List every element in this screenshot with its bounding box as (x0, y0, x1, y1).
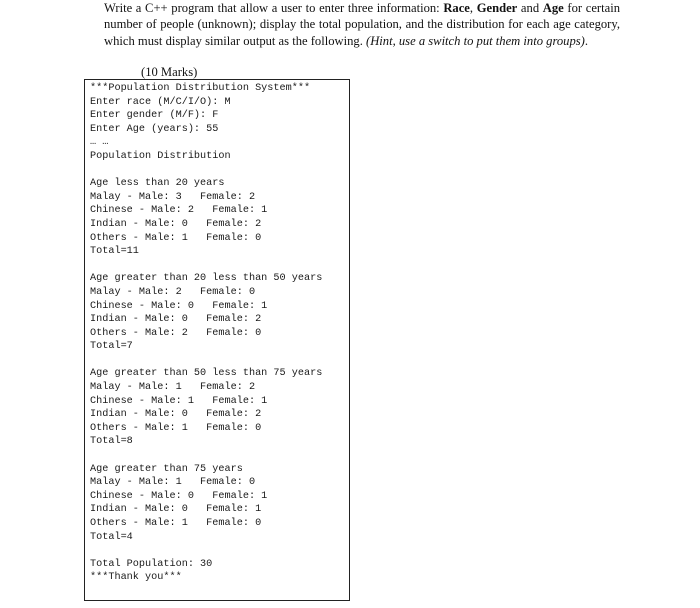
output-line: Malay - Male: 1 Female: 0 (90, 477, 256, 489)
output-line: Total=7 (90, 341, 133, 353)
output-line: Total=8 (90, 436, 133, 448)
output-line: Chinese - Male: 1 Female: 1 (90, 395, 268, 407)
output-line: ***Population Distribution System*** (90, 83, 311, 94)
output-line (90, 259, 349, 273)
output-line: Malay - Male: 3 Female: 2 (90, 191, 256, 203)
output-line: Enter Age (years): 55 (90, 123, 219, 135)
question-part-2: for certain number of people (unknown); display the total population, and the distribution for each age category, which must display similar output as the following. (104, 1, 620, 48)
output-line: Chinese - Male: 0 Female: 1 (90, 300, 268, 312)
output-line: Indian - Male: 0 Female: 2 (90, 409, 262, 421)
output-line: Others - Male: 1 Female: 0 (90, 232, 262, 244)
question-sep-1: , (469, 1, 477, 15)
output-line: Chinese - Male: 0 Female: 1 (90, 490, 268, 502)
output-line: Enter gender (M/F): F (90, 110, 219, 122)
output-line: Chinese - Male: 2 Female: 1 (90, 205, 268, 217)
output-line: Enter race (M/C/I/O): M (90, 96, 231, 108)
marks-label: (10 Marks) (141, 65, 198, 79)
output-line: Total=4 (90, 531, 133, 543)
keyword-age: Age (542, 1, 564, 15)
output-line (90, 354, 349, 368)
output-line: Population Distribution (90, 150, 231, 162)
keyword-gender: Gender (476, 1, 518, 15)
output-line: Age less than 20 years (90, 178, 225, 190)
output-line: Total=11 (90, 246, 139, 258)
question-end: . (584, 33, 589, 48)
output-line: Others - Male: 2 Female: 0 (90, 327, 262, 339)
output-line: ***Thank you*** (90, 572, 182, 584)
output-line: Total Population: 30 (90, 558, 213, 570)
output-line: Malay - Male: 2 Female: 0 (90, 286, 256, 298)
output-line (90, 164, 349, 178)
output-line: Indian - Male: 0 Female: 2 (90, 314, 262, 326)
output-line: Others - Male: 1 Female: 0 (90, 518, 262, 529)
question-part-1: Write a C++ program that allow a user to enter three information: (104, 1, 444, 15)
question-hint: (Hint, use a switch to put them into groups) (366, 33, 585, 48)
output-line: Indian - Male: 0 Female: 1 (90, 504, 262, 516)
output-line: Age greater than 50 less than 75 years (90, 368, 323, 380)
keyword-race: Race (443, 1, 470, 15)
output-line: Age greater than 75 years (90, 463, 243, 475)
question-text (104, 0, 620, 49)
output-line: Others - Male: 1 Female: 0 (90, 422, 262, 434)
output-line: Age greater than 20 less than 50 years (90, 273, 323, 285)
question-sep-2: and (517, 1, 543, 15)
sample-output-box (84, 79, 350, 601)
output-line: … … (90, 137, 109, 149)
output-line: Indian - Male: 0 Female: 2 (90, 218, 262, 230)
output-line: Malay - Male: 1 Female: 2 (90, 382, 256, 394)
output-line (90, 449, 349, 463)
output-line (90, 544, 349, 558)
